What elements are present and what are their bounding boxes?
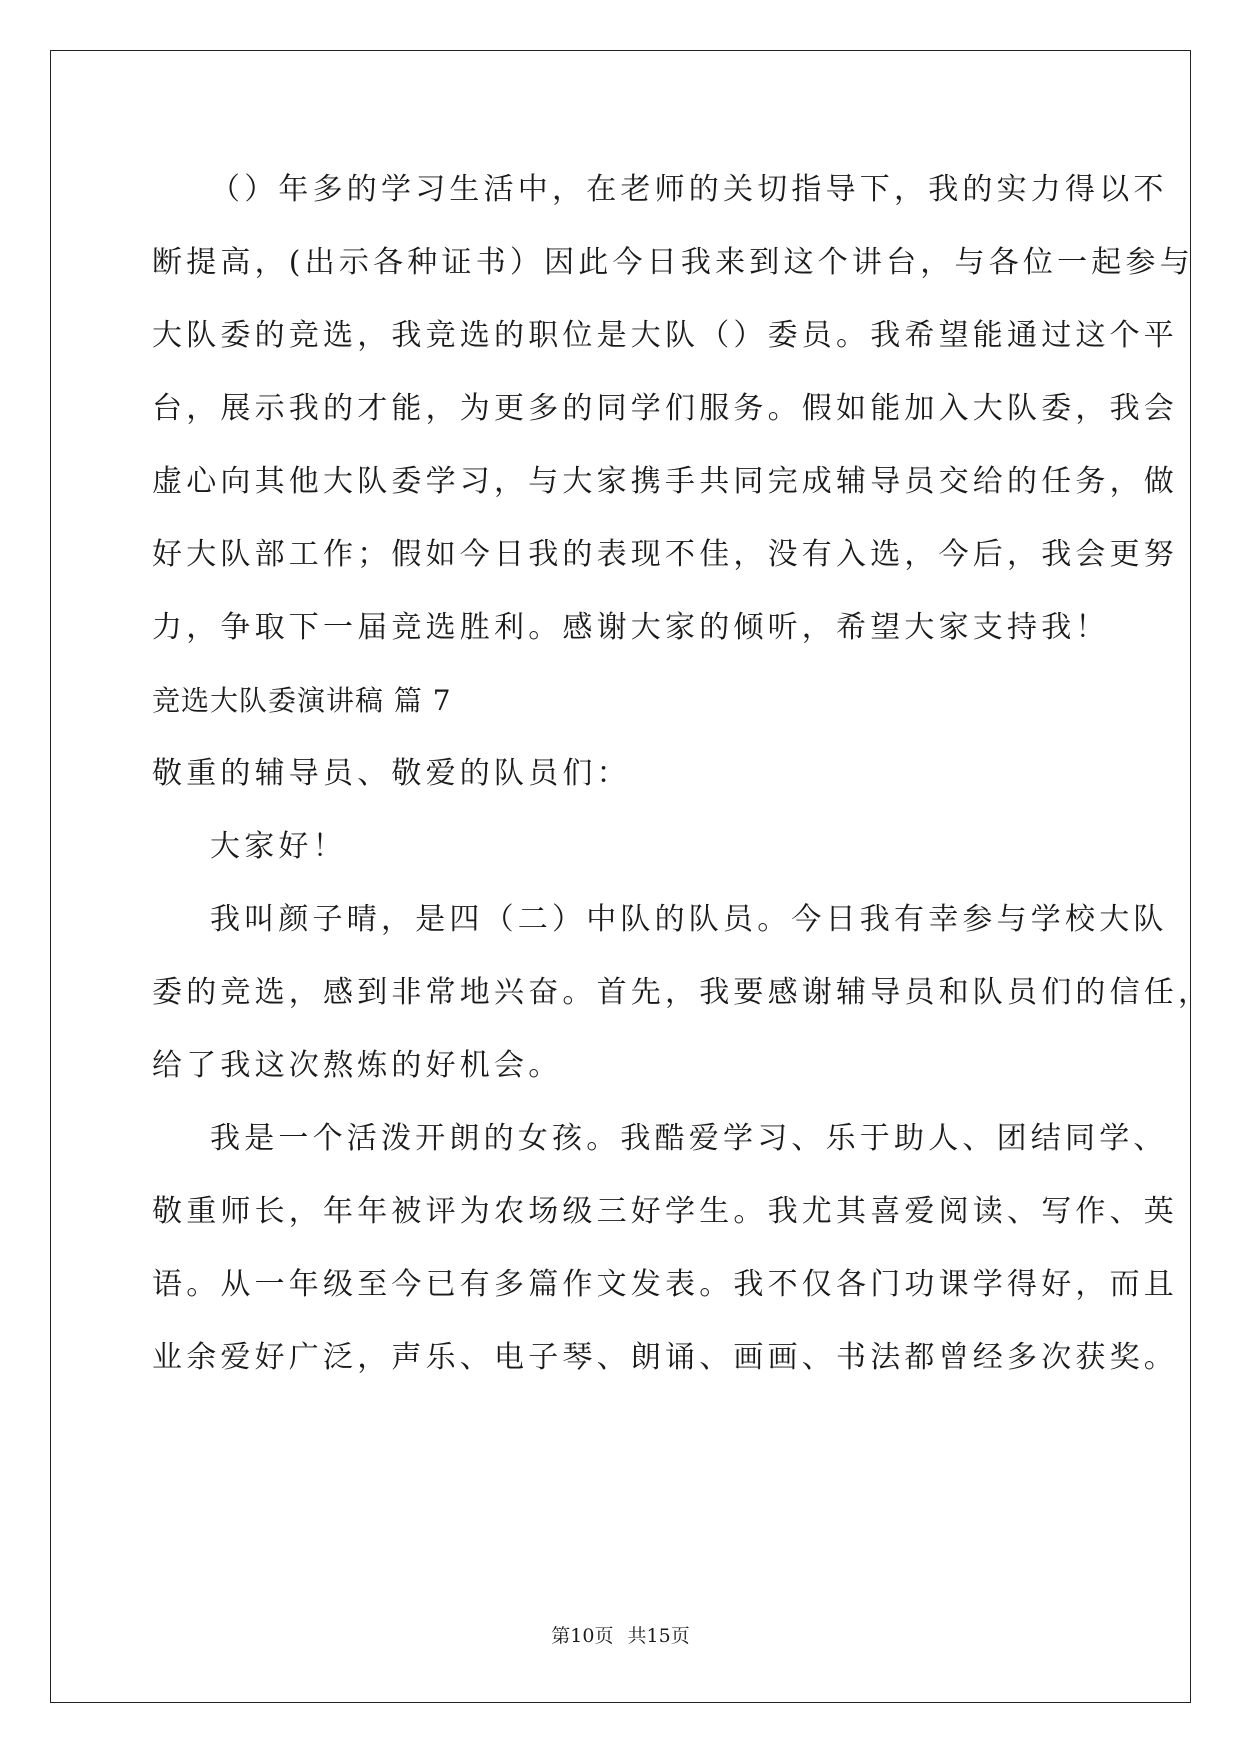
paragraph-line: 好大队部工作；假如今日我的表现不佳，没有入选，今后，我会更努 xyxy=(152,537,1178,572)
section-title: 竞选大队委演讲稿 篇 7 xyxy=(152,684,452,717)
paragraph-line: 敬重师长，年年被评为农场级三好学生。我尤其喜爱阅读、写作、英 xyxy=(152,1194,1178,1229)
paragraph-line: 虚心向其他大队委学习，与大家携手共同完成辅导员交给的任务，做 xyxy=(152,464,1178,499)
page-total: 共15页 xyxy=(627,1625,690,1647)
paragraph-line: 我是一个活泼开朗的女孩。我酷爱学习、乐于助人、团结同学、 xyxy=(210,1121,1168,1156)
salutation: 敬重的辅导员、敬爱的队员们： xyxy=(152,756,631,791)
paragraph-line: 我叫颜子晴，是四（二）中队的队员。今日我有幸参与学校大队 xyxy=(210,902,1168,937)
paragraph-line: （）年多的学习生活中，在老师的关切指导下，我的实力得以不 xyxy=(210,172,1168,207)
greeting: 大家好！ xyxy=(210,829,347,864)
paragraph-line: 业余爱好广泛，声乐、电子琴、朗诵、画画、书法都曾经多次获奖。 xyxy=(152,1340,1178,1375)
page-border xyxy=(50,50,1191,1703)
paragraph-line: 语。从一年级至今已有多篇作文发表。我不仅各门功课学得好，而且 xyxy=(152,1267,1178,1302)
paragraph-line: 断提高，(出示各种证书）因此今日我来到这个讲台，与各位一起参与 xyxy=(152,245,1194,280)
paragraph-line: 台，展示我的才能，为更多的同学们服务。假如能加入大队委，我会 xyxy=(152,391,1178,426)
paragraph-line: 委的竞选，感到非常地兴奋。首先，我要感谢辅导员和队员们的信任， xyxy=(152,975,1213,1010)
page-footer xyxy=(0,1624,1241,1648)
paragraph-line: 大队委的竞选，我竞选的职位是大队（）委员。我希望能通过这个平 xyxy=(152,318,1178,353)
paragraph-line: 力，争取下一届竞选胜利。感谢大家的倾听，希望大家支持我！ xyxy=(152,610,1110,645)
paragraph-line: 给了我这次熬炼的好机会。 xyxy=(152,1048,563,1083)
page-number: 第10页 xyxy=(551,1625,614,1647)
